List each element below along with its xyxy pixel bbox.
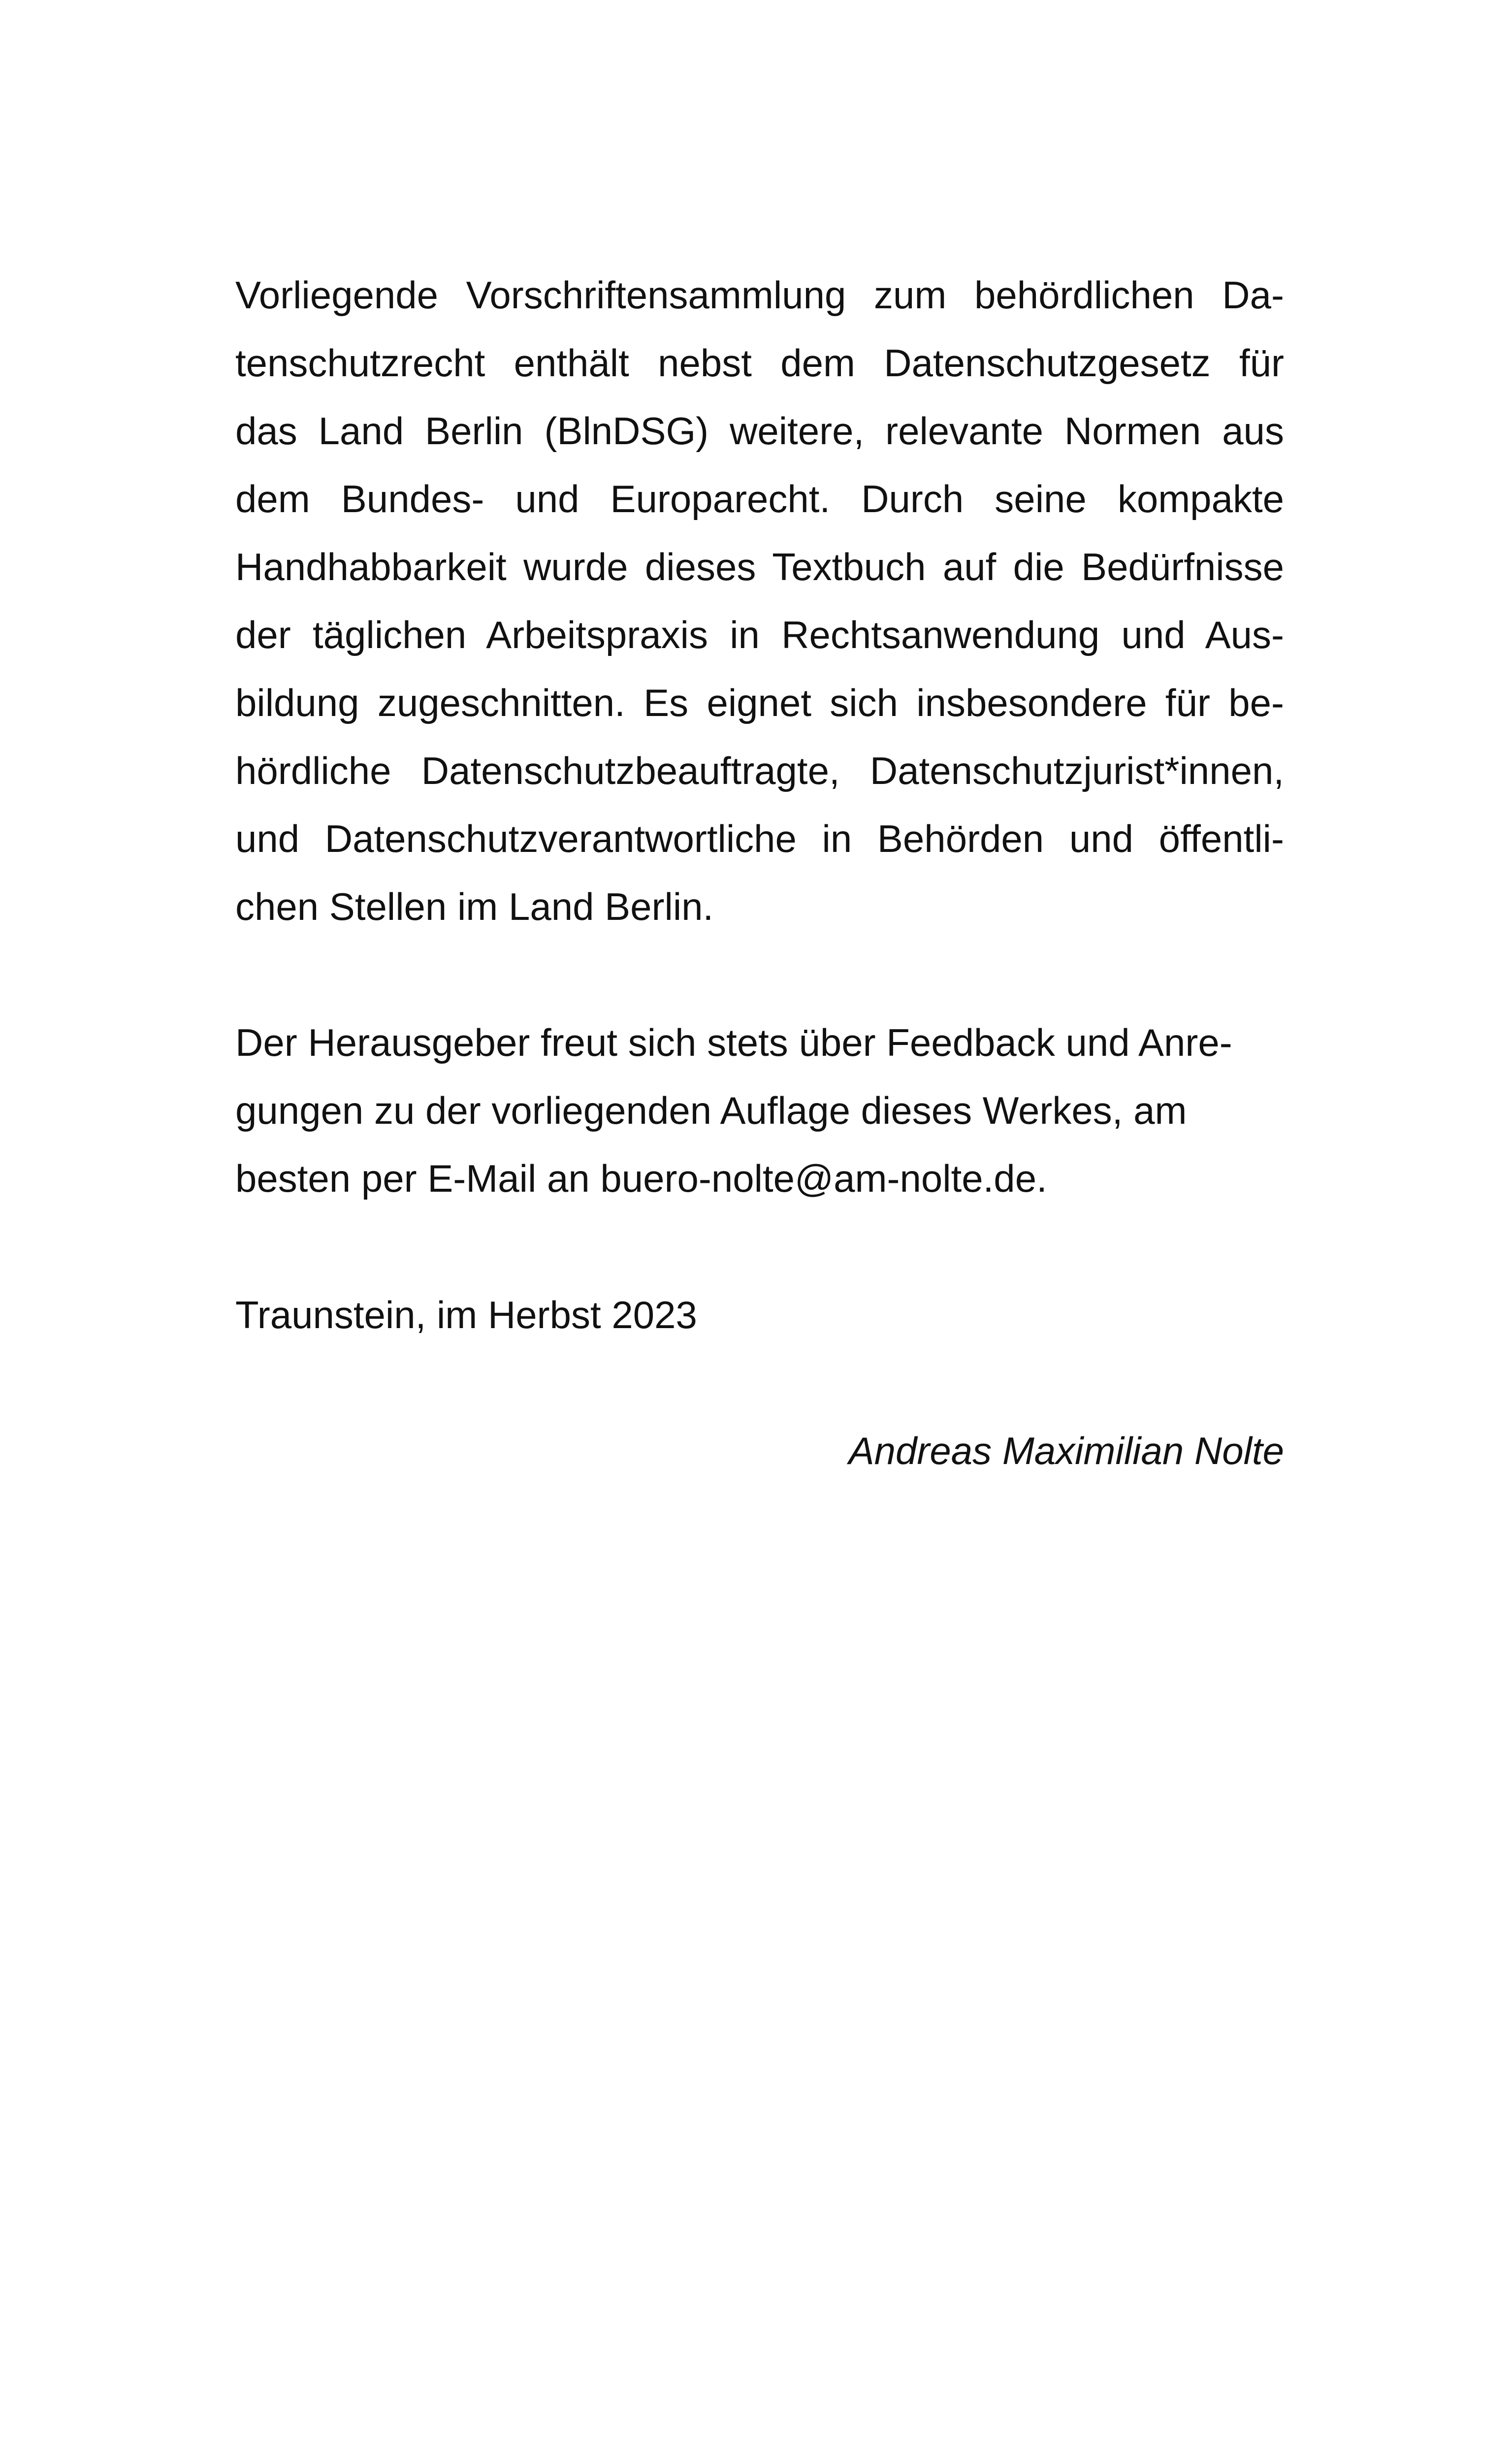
intro-line: Handhabbarkeit wurde dieses Textbuch auf die Bedürfnisse bbox=[235, 545, 1284, 588]
place-date-line bbox=[235, 1281, 1284, 1349]
feedback-line: Der Herausgeber freut sich stets über Feedback und Anre- bbox=[235, 1021, 1232, 1064]
intro-paragraph bbox=[235, 261, 1284, 941]
place-date-text: Traunstein, im Herbst 2023 bbox=[235, 1293, 697, 1336]
intro-line: dem Bundes- und Europarecht. Durch seine kompakte bbox=[235, 477, 1284, 521]
intro-line: und Datenschutzverantwortliche in Behörden und öffentli- bbox=[235, 817, 1284, 860]
author-signature bbox=[235, 1417, 1284, 1485]
intro-line: Vorliegende Vorschriftensammlung zum behördlichen Da- bbox=[235, 273, 1284, 317]
intro-line: tenschutzrecht enthält nebst dem Datenschutzgesetz für bbox=[235, 341, 1284, 385]
intro-line: der täglichen Arbeitspraxis in Rechtsanwendung und Aus- bbox=[235, 613, 1284, 656]
intro-line: hördliche Datenschutzbeauftragte, Datenschutzjurist*innen, bbox=[235, 749, 1284, 792]
intro-line: chen Stellen im Land Berlin. bbox=[235, 885, 714, 928]
intro-line: bildung zugeschnitten. Es eignet sich insbesondere für be- bbox=[235, 681, 1284, 724]
author-name: Andreas Maximilian Nolte bbox=[848, 1429, 1284, 1472]
feedback-line: gungen zu der vorliegenden Auflage dieses Werkes, am bbox=[235, 1089, 1187, 1132]
feedback-paragraph bbox=[235, 1009, 1284, 1212]
feedback-line: besten per E-Mail an buero-nolte@am-nolte.de. bbox=[235, 1157, 1047, 1200]
intro-line: das Land Berlin (BlnDSG) weitere, relevante Normen aus bbox=[235, 409, 1284, 453]
